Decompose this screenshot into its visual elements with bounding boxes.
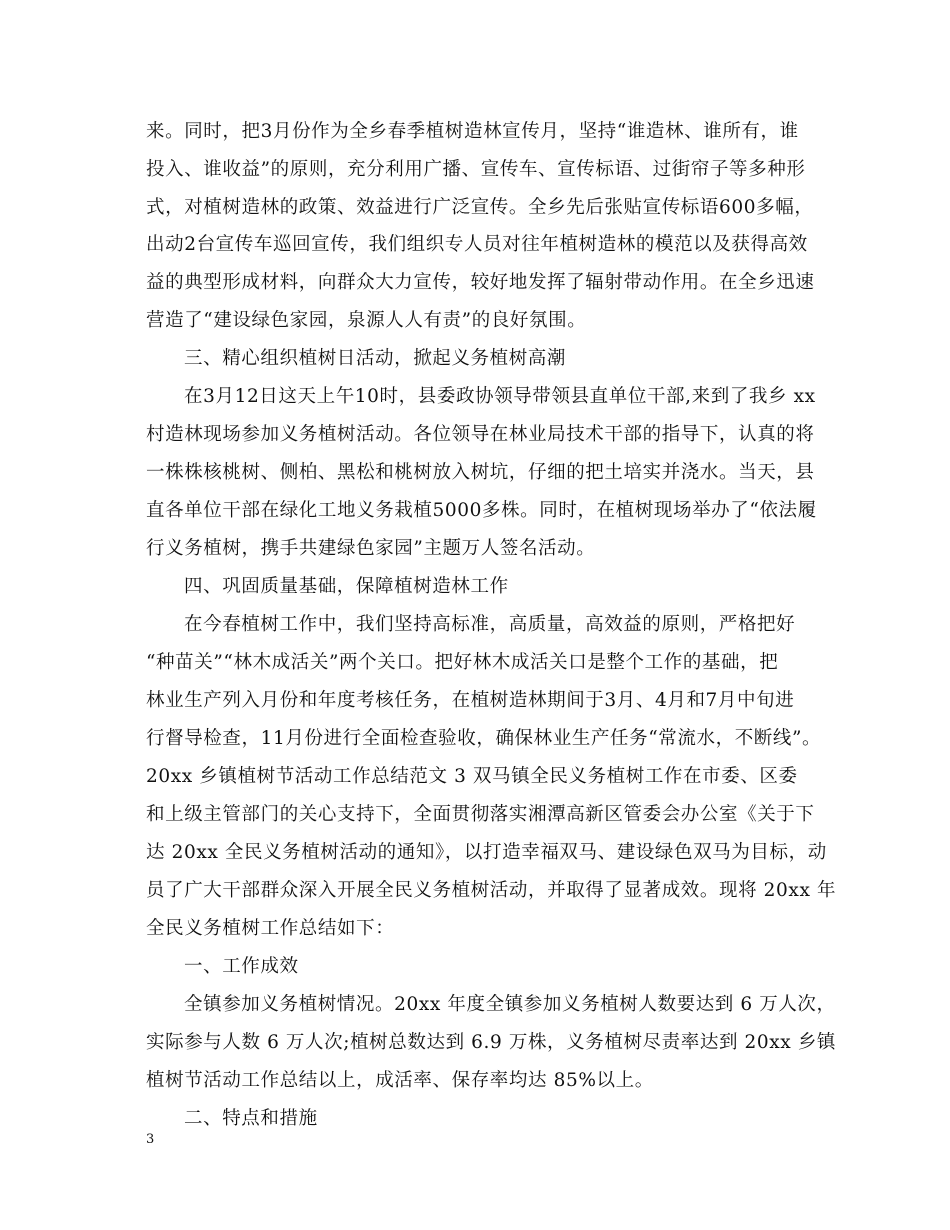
text-line: 出动2台宣传车巡回宣传，我们组织专人员对往年植树造林的模范以及获得高效	[146, 234, 808, 255]
text-line: 营造了“建设绿色家园，泉源人人有责”的良好氛围。	[146, 310, 587, 331]
text-line: 全镇参加义务植树情况。20xx 年度全镇参加义务植树人数要达到 6 万人次，	[184, 994, 836, 1015]
text-line: 行义务植树，携手共建绿色家园”主题万人签名活动。	[146, 538, 596, 559]
section-heading: 四、巩固质量基础，保障植树造林工作	[184, 576, 509, 597]
text-line: 实际参与人数 6 万人次;植树总数达到 6.9 万株，义务植树尽责率达到 20xx 乡镇	[146, 1032, 837, 1053]
text-line: 林业生产列入月份和年度考核任务，在植树造林期间于3月、4月和7月中旬进	[146, 690, 795, 711]
text-line: 村造林现场参加义务植树活动。各位领导在林业局技术干部的指导下，认真的将	[146, 424, 815, 445]
text-line: 直各单位干部在绿化工地义务栽植5000多株。同时，在植树现场举办了“依法履	[146, 500, 817, 521]
text-line: 全民义务植树工作总结如下：	[146, 918, 395, 939]
page-number: 3	[146, 1132, 155, 1147]
text-line: 员了广大干部群众深入开展全民义务植树活动，并取得了显著成效。现将 20xx 年	[146, 880, 837, 901]
section-heading: 二、特点和措施	[184, 1108, 318, 1129]
text-line: 投入、谁收益”的原则，充分利用广播、宣传车、宣传标语、过街帘子等多种形	[146, 159, 806, 180]
text-line: 20xx 乡镇植树节活动工作总结范文 3 双马镇全民义务植树工作在市委、区委	[146, 766, 798, 787]
text-line: “种苗关”“林木成活关”两个关口。把好林木成活关口是整个工作的基础，把	[146, 652, 779, 673]
text-line: 一株株核桃树、侧柏、黑松和桃树放入树坑，仔细的把土培实并浇水。当天，县	[146, 462, 815, 483]
text-line: 在3月12日这天上午10时，县委政协领导带领县直单位干部,来到了我乡 xx	[184, 386, 816, 407]
text-line: 来。同时，把3月份作为全乡春季植树造林宣传月，坚持“谁造林、谁所有，谁	[146, 121, 799, 142]
text-line: 植树节活动工作总结以上，成活率、保存率均达 85%以上。	[146, 1070, 654, 1091]
text-line: 在今春植树工作中，我们坚持高标准，高质量，高效益的原则，严格把好	[184, 614, 796, 635]
text-line: 益的典型形成材料，向群众大力宣传，较好地发挥了辐射带动作用。在全乡迅速	[146, 272, 815, 293]
text-line: 行督导检查，11月份进行全面检查验收，确保林业生产任务“常流水，不断线”。	[146, 728, 822, 749]
text-line: 式，对植树造林的政策、效益进行广泛宣传。全乡先后张贴宣传标语600多幅，	[146, 197, 814, 218]
section-heading: 一、工作成效	[184, 956, 299, 977]
text-line: 达 20xx 全民义务植树活动的通知》，以打造幸福双马、建设绿色双马为目标，动	[146, 842, 827, 863]
section-heading: 三、精心组织植树日活动，掀起义务植树高潮	[184, 348, 567, 369]
text-line: 和上级主管部门的关心支持下，全面贯彻落实湘潭高新区管委会办公室《关于下	[146, 804, 815, 825]
